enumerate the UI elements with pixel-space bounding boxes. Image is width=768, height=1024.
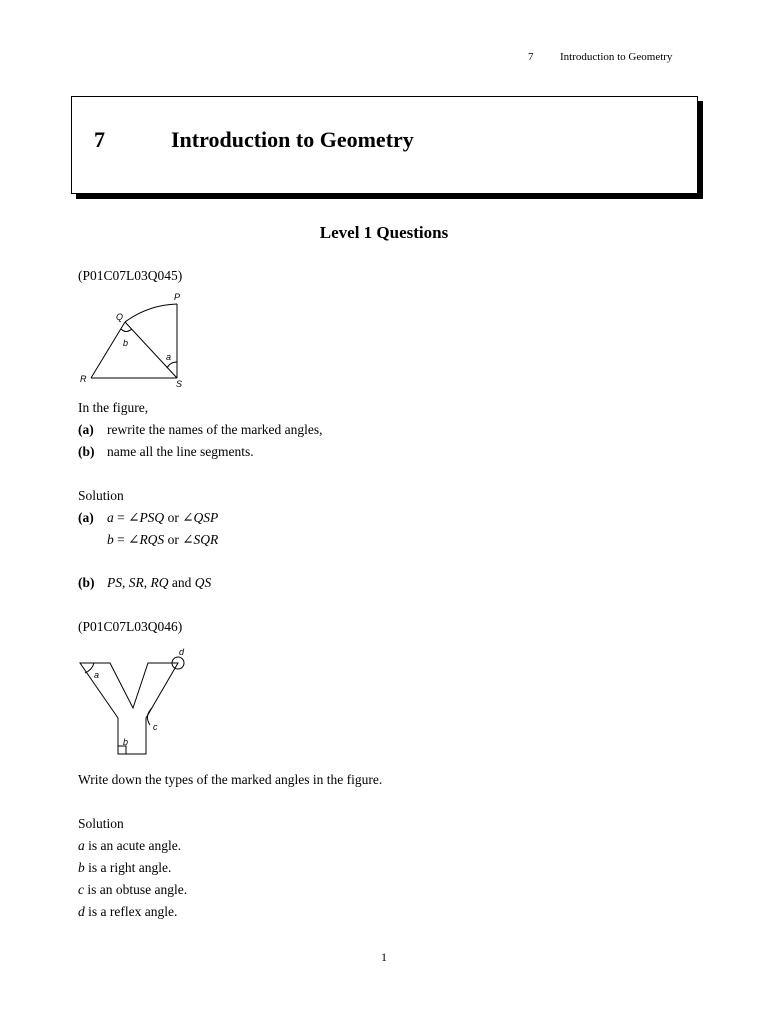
running-header-chapter-number: 7 (528, 51, 534, 63)
q1-figure (78, 290, 188, 390)
q2-answer-c (78, 881, 187, 899)
comma: , (122, 575, 129, 590)
q1-label-Q: Q (116, 312, 124, 322)
q1-part-b (78, 443, 254, 461)
q1-label-b: b (123, 338, 129, 348)
angle-icon: ∠ (182, 532, 194, 547)
q1-part-a-label: (a) (78, 422, 94, 437)
q1-code: (P01C07L03Q045) (78, 268, 183, 283)
q2-solution-heading: Solution (78, 816, 124, 831)
var-c: c (78, 882, 84, 897)
var-a: a (78, 838, 85, 853)
angle-name: RQS (139, 532, 165, 547)
angle-icon: ∠ (182, 510, 194, 525)
answer-text: is a reflex angle. (84, 904, 178, 919)
segment-name: RQ (150, 575, 169, 590)
page-number: 1 (381, 950, 387, 964)
q2-figure (78, 648, 193, 760)
answer-text: is an acute angle. (84, 838, 182, 853)
q1-solution-a-line2 (107, 531, 218, 549)
q2-label-b: b (123, 737, 129, 747)
or-word: or (164, 532, 183, 547)
answer-text: is an obtuse angle. (84, 882, 188, 897)
q1-solution-b-label: (b) (78, 575, 95, 590)
section-title: Level 1 Questions (319, 223, 449, 242)
segment-name: QS (194, 575, 212, 590)
angle-icon: ∠ (128, 532, 140, 547)
segment-name: SR (128, 575, 144, 590)
and-word: and (168, 575, 195, 590)
angle-icon: ∠ (128, 510, 140, 525)
q2-code: (P01C07L03Q046) (78, 619, 183, 634)
q2-question: Write down the types of the marked angles in the figure. (78, 772, 383, 787)
equals: = (113, 532, 129, 547)
var-d: d (78, 904, 85, 919)
q2-answer-b (78, 859, 171, 877)
angle-name: SQR (193, 532, 219, 547)
chapter-title: Introduction to Geometry (171, 127, 414, 152)
q1-solution-a-line1 (78, 509, 218, 527)
q2-label-a: a (94, 670, 100, 680)
or-word: or (164, 510, 183, 525)
q1-label-P: P (174, 292, 181, 302)
q1-label-S: S (176, 379, 183, 389)
q1-part-b-label: (b) (78, 444, 95, 459)
running-header (528, 51, 672, 63)
q1-solution-a-label: (a) (78, 510, 94, 525)
answer-text: is a right angle. (84, 860, 172, 875)
q2-answer-d (78, 903, 177, 921)
q2-label-c: c (153, 722, 158, 732)
chapter-title-box (71, 96, 698, 194)
var-b: b (107, 532, 114, 547)
q1-intro: In the figure, (78, 400, 149, 415)
q1-part-b-text: name all the line segments. (107, 444, 254, 459)
equals: = (113, 510, 129, 525)
comma: , (143, 575, 151, 590)
var-b: b (78, 860, 85, 875)
angle-name: PSQ (139, 510, 165, 525)
running-header-chapter-title: Introduction to Geometry (560, 51, 673, 63)
q1-part-a-text: rewrite the names of the marked angles, (107, 422, 323, 437)
q1-label-R: R (80, 374, 87, 384)
q1-label-a: a (166, 352, 172, 362)
q1-solution-b (78, 574, 211, 592)
q1-solution-heading: Solution (78, 488, 124, 503)
q2-answer-a (78, 837, 181, 855)
segment-name: PS (107, 575, 122, 590)
var-a: a (107, 510, 114, 525)
q1-part-a (78, 421, 323, 439)
angle-name: QSP (193, 510, 219, 525)
q2-label-d: d (179, 647, 185, 657)
chapter-number: 7 (94, 127, 105, 152)
